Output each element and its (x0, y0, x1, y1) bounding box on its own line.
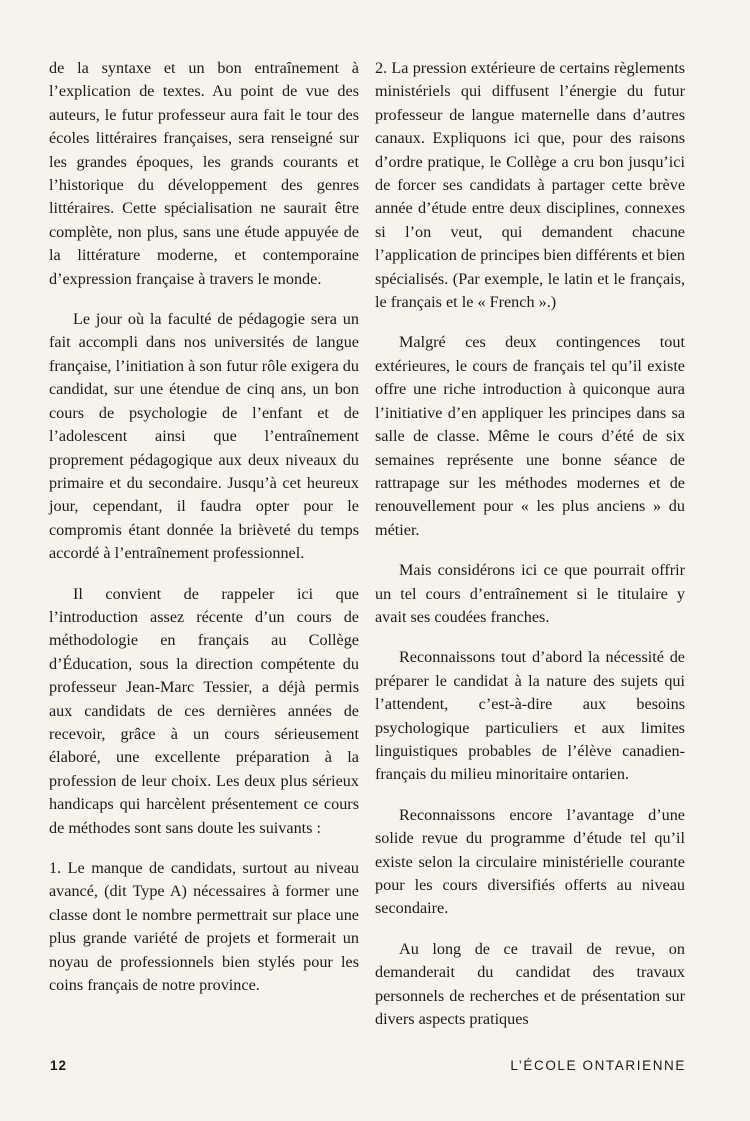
paragraph-considerons: Mais considérons ici ce que pourrait offrir un tel cours d’entraînement si le titulaire y avait ses coudées franches. (375, 561, 685, 626)
paragraph-syntaxe: de la syntaxe et un bon entraînement à l’explication de textes. Au point de vue des auteurs, le futur professeur aura fait le tour des écoles littéraires françaises, sera renseigné sur les grandes époques, les grands courants et l’historique du développement des genres littéraires. Cette spécialisation ne saurait être complète, non plus, sans une étude appuyée de la littérature moderne, et contemporaine d’expression française à travers le monde. (49, 59, 359, 288)
page-number: 12 (50, 1058, 68, 1073)
paragraph-point-2: 2. La pression extérieure de certains règlements ministériels qui diffusent l’énergie du futur professeur de langue maternelle dans d’autres canaux. Expliquons ici que, pour des raisons d’ordre pratique, le Collège a cru bon jusqu’ici de forcer ses candidats à partager cette brève année d’étude entre deux disciplines, connexes si l’on veut, qui demandent chacune l’application de principes bien différents et bien spécialisés. (Par exemple, le latin et le français, le français et le « French ».) (375, 59, 685, 312)
paragraph-faculte-pedagogie: Le jour où la faculté de pédagogie sera un fait accompli dans nos universités de langue française, l’initiation à son futur rôle exigera du candidat, sur une étendue de cinq ans, un bon cours de psychologie de l’enfant et de l’adolescent ainsi que l’entraînement proprement pédagogique aux deux niveaux du primaire et du secondaire. Jusqu’à cet heureux jour, cependant, il faudra opter pour le compromis étant donnée la brièveté du temps accordé à l’entraînement professionnel. (49, 310, 359, 563)
running-head: L’ÉCOLE ONTARIENNE (510, 1058, 686, 1073)
paragraph-contingences: Malgré ces deux contingences tout extérieures, le cours de français tel qu’il existe offre une riche introduction à quiconque aura l’initiative d’en appliquer les principes dans sa salle de classe. Même le cours d’été de six semaines représente une bonne séance de rattrapage sur les méthodes modernes et de renouvellement pour « les plus anciens » du métier. (375, 333, 685, 539)
paragraph-travail-revue: Au long de ce travail de revue, on demanderait du candidat des travaux personnels de recherches et de présentation sur divers aspects pratiques (375, 939, 685, 1029)
left-column (49, 57, 359, 1014)
right-column (375, 57, 685, 1048)
paragraph-reconnaissons-2: Reconnaissons encore l’avantage d’une solide revue du programme d’étude tel qu’il existe selon la circulaire ministérielle courante pour les cours diversifiés offerts au niveau secondaire. (375, 805, 685, 918)
paragraph-methodologie: Il convient de rappeler ici que l’introduction assez récente d’un cours de méthodologie en français au Collège d’Éducation, sous la direction compétente du professeur Jean-Marc Tessier, a déjà permis aux candidats de ces dernières années de recevoir, grâce à un cours sérieusement élaboré, une excellente préparation à la profession de leur choix. Les deux plus sérieux handicaps qui harcèlent présentement ce cours de méthodes sont sans doute les suivants : (49, 584, 359, 837)
paragraph-point-1: 1. Le manque de candidats, surtout au niveau avancé, (dit Type A) nécessaires à former une classe dont le nombre permettrait sur place une plus grande variété de projets et formerait un noyau de professionnels bien stylés pour les coins français de notre province. (49, 859, 359, 995)
paragraph-reconnaissons-1: Reconnaissons tout d’abord la nécessité de préparer le candidat à la nature des sujets qui l’attendent, c’est-à-dire aux besoins psychologique particuliers et aux limites linguistiques probables de l’élève canadien-français du milieu minoritaire ontarien. (375, 648, 685, 784)
